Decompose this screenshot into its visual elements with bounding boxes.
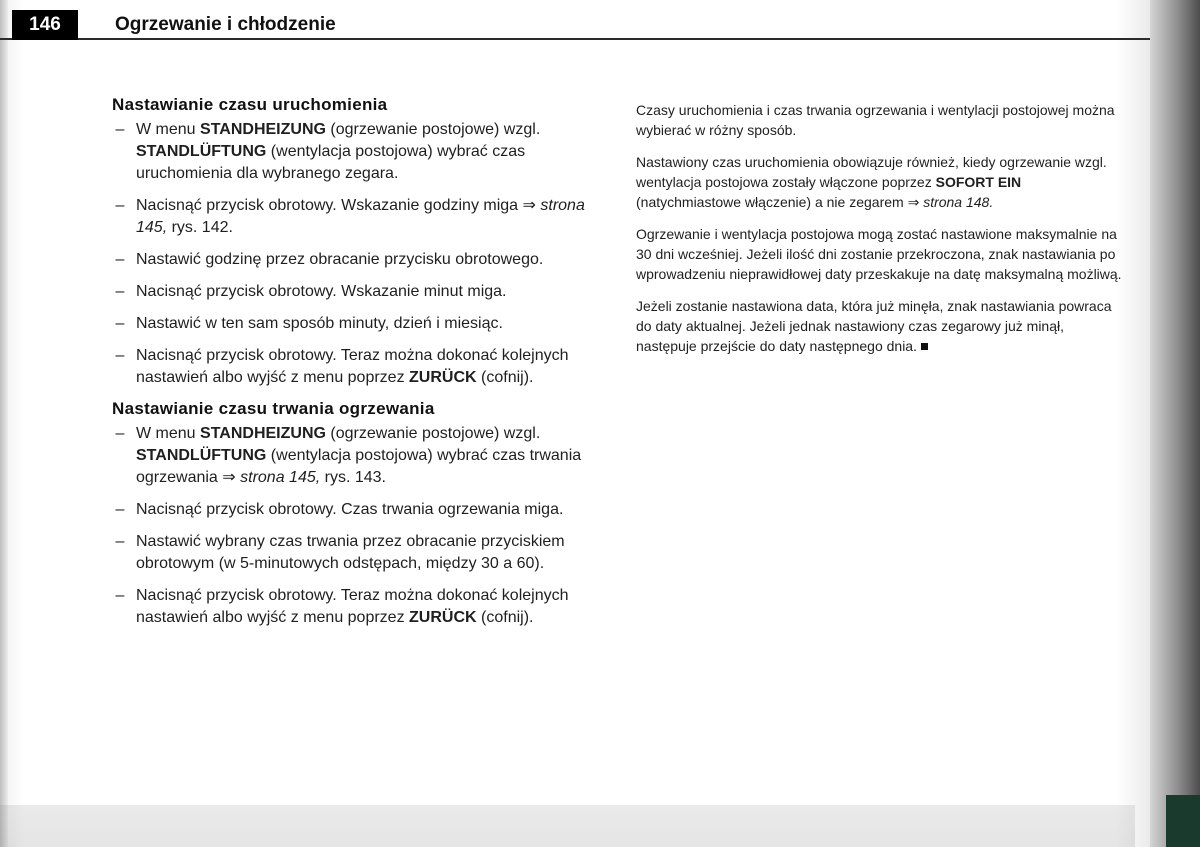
steps-list	[108, 119, 598, 389]
text-run: (cofnij).	[476, 369, 534, 386]
step-dash: –	[115, 315, 125, 332]
step-dash: –	[115, 533, 125, 550]
menu-term: ZURÜCK	[409, 369, 477, 386]
text-run: rys. 142.	[167, 219, 233, 236]
page-reference: strona 145,	[240, 469, 321, 486]
section-heating-duration	[108, 399, 598, 629]
menu-term: SOFORT EIN	[935, 174, 1022, 190]
instruction-step	[108, 281, 598, 303]
text-run: (ogrzewanie postojowe) wzgl.	[325, 425, 541, 442]
page-binding-shadow	[1150, 0, 1200, 847]
text-run: Czasy uruchomienia i czas trwania ogrzewania i wentylacji postojowej można wybierać w różny sposób.	[636, 102, 1115, 138]
instruction-step	[108, 585, 598, 629]
menu-term: ZURÜCK	[409, 609, 477, 626]
page-reference: strona 148.	[923, 194, 994, 210]
instruction-step	[108, 249, 598, 271]
text-run: (cofnij).	[476, 609, 534, 626]
section-start-time	[108, 95, 598, 389]
text-run: (wentylacja postojowa) wybrać czas uruchomienia dla wybranego zegara.	[136, 143, 526, 182]
page-number: 146	[12, 10, 78, 40]
step-dash: –	[115, 501, 125, 518]
text-run: W menu	[136, 425, 201, 442]
end-of-section-square-icon	[921, 343, 928, 350]
text-run: Ogrzewanie i wentylacja postojowa mogą zostać nastawione maksymalnie na 30 dni wcześniej. Jeżeli ilość dni zostanie przekroczona, znak nastawiania po wprowadzeniu nieprawidłowej daty przeskakuje na datę maksymalną możliwą.	[636, 226, 1122, 282]
text-run: Nastawić w ten sam sposób minuty, dzień i miesiąc.	[136, 315, 503, 332]
step-dash: –	[115, 347, 125, 364]
menu-term: STANDHEIZUNG	[200, 121, 326, 138]
instruction-step	[108, 423, 598, 489]
text-run: Nacisnąć przycisk obrotowy. Teraz można dokonać kolejnych nastawień albo wyjść z menu poprzez	[136, 347, 569, 386]
text-run: Nastawić wybrany czas trwania przez obracanie przyciskiem obrotowym (w 5-minutowych odstępach, między 30 a 60).	[136, 533, 565, 572]
menu-term: STANDLÜFTUNG	[136, 447, 267, 464]
step-dash: –	[115, 587, 125, 604]
text-run: rys. 143.	[320, 469, 386, 486]
text-run: Nastawiony czas uruchomienia obowiązuje również, kiedy ogrzewanie wzgl. wentylacja postojowa zostały włączone poprzez	[636, 154, 1107, 190]
chapter-title: Ogrzewanie i chłodzenie	[115, 14, 336, 35]
step-dash: –	[115, 251, 125, 268]
info-paragraph	[636, 296, 1122, 356]
step-dash: –	[115, 283, 125, 300]
text-run: (ogrzewanie postojowe) wzgl.	[325, 121, 541, 138]
text-run: W menu	[136, 121, 201, 138]
steps-list	[108, 423, 598, 629]
step-dash: –	[115, 121, 125, 138]
instruction-step	[108, 195, 598, 239]
info-paragraph	[636, 152, 1122, 212]
text-run: Nacisnąć przycisk obrotowy. Teraz można dokonać kolejnych nastawień albo wyjść z menu poprzez	[136, 587, 569, 626]
instruction-step	[108, 313, 598, 335]
chapter-edge-tab	[1166, 795, 1200, 847]
info-paragraph	[636, 100, 1122, 140]
menu-term: STANDLÜFTUNG	[136, 143, 267, 160]
text-run: (wentylacja postojowa) wybrać czas trwania ogrzewania ⇒	[136, 447, 582, 486]
step-dash: –	[115, 425, 125, 442]
text-run: Nacisnąć przycisk obrotowy. Czas trwania ogrzewania miga.	[136, 501, 564, 518]
menu-term: STANDHEIZUNG	[200, 425, 326, 442]
text-run: Nastawić godzinę przez obracanie przycisku obrotowego.	[136, 251, 544, 268]
page-left-edge	[0, 0, 8, 847]
instruction-step	[108, 119, 598, 185]
step-dash: –	[115, 197, 125, 214]
text-run: Nacisnąć przycisk obrotowy. Wskazanie minut miga.	[136, 283, 507, 300]
instruction-step	[108, 499, 598, 521]
instruction-step	[108, 531, 598, 575]
text-run: Jeżeli zostanie nastawiona data, która już minęła, znak nastawiania powraca do daty aktualnej. Jeżeli jednak nastawiony czas zegarowy już minął, następuje przejście do daty następnego dnia.	[636, 298, 1112, 354]
text-run: (natychmiastowe włączenie) a nie zegarem ⇒	[636, 194, 924, 210]
text-run: Nacisnąć przycisk obrotowy. Wskazanie godziny miga ⇒	[136, 197, 541, 214]
footer-tab-bar	[0, 805, 1135, 847]
left-column	[108, 95, 598, 639]
page-header	[0, 10, 1150, 40]
page-reference: strona 145,	[136, 197, 585, 236]
info-paragraph	[636, 224, 1122, 284]
right-column	[636, 100, 1122, 368]
instruction-step	[108, 345, 598, 389]
section-heading: Nastawianie czasu uruchomienia	[112, 95, 388, 114]
section-heading: Nastawianie czasu trwania ogrzewania	[112, 399, 435, 418]
